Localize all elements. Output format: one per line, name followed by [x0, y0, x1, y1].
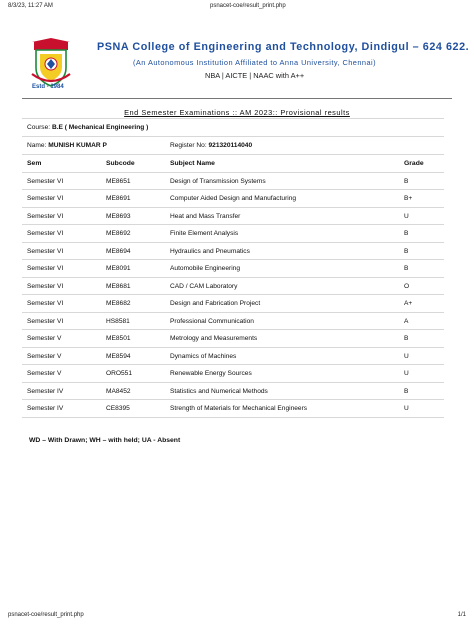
- cell-subcode: ME8501: [106, 335, 131, 342]
- cell-subcode: ORO551: [106, 370, 133, 377]
- cell-subcode: MA8452: [106, 387, 131, 395]
- cell-grade: U: [404, 212, 409, 220]
- cell-subcode: ME8693: [106, 212, 131, 220]
- table-row: [22, 207, 444, 225]
- table-row: [22, 189, 444, 207]
- cell-sem: Semester IV: [27, 405, 64, 412]
- col-header-subject: Subject Name: [170, 160, 215, 167]
- affiliation-text: (An Autonomous Institution Affiliated to Anna University, Chennai): [133, 58, 377, 67]
- header-divider: [22, 98, 452, 99]
- college-name: PSNA College of Engineering and Technology, Dindigul – 624 622.: [97, 41, 470, 53]
- footer-url: psnacet-coe/result_print.php: [8, 612, 84, 618]
- print-header: [8, 3, 466, 13]
- table-row: [22, 399, 444, 417]
- student-name: MUNISH KUMAR P: [48, 142, 107, 149]
- cell-sem: Semester IV: [27, 387, 64, 395]
- cell-sem: Semester V: [27, 335, 62, 342]
- cell-grade: B: [404, 230, 409, 237]
- cell-subcode: CE8395: [106, 405, 130, 412]
- table-row: [22, 382, 444, 400]
- cell-grade: B: [404, 177, 409, 185]
- cell-grade: B: [404, 335, 409, 342]
- cell-subject: Finite Element Analysis: [170, 230, 239, 237]
- result-rows: [22, 172, 444, 417]
- register-label: Register No:: [170, 142, 207, 149]
- print-footer: [8, 612, 466, 622]
- table-row: [22, 364, 444, 382]
- accreditation-text: NBA | AICTE | NAAC with A++: [205, 71, 305, 80]
- cell-sem: Semester VI: [27, 212, 64, 220]
- cell-grade: B+: [404, 195, 413, 202]
- col-header-sem: Sem: [27, 160, 42, 167]
- cell-sem: Semester VI: [27, 265, 64, 272]
- cell-subject: Design of Transmission Systems: [170, 177, 266, 185]
- cell-subcode: ME8692: [106, 230, 131, 237]
- cell-grade: U: [404, 405, 409, 412]
- print-timestamp: 8/3/23, 11:27 AM: [8, 3, 53, 9]
- cell-grade: B: [404, 247, 409, 255]
- student-name-field: [27, 137, 107, 155]
- cell-grade: A+: [404, 300, 413, 307]
- cell-sem: Semester VI: [27, 300, 64, 307]
- student-row: [22, 136, 444, 154]
- cell-subject: Automobile Engineering: [170, 265, 241, 272]
- table-header: [22, 154, 444, 172]
- exam-title-text: End Semester Examinations :: AM 2023:: Provisional results: [124, 108, 350, 117]
- cell-grade: B: [404, 387, 409, 395]
- cell-subcode: HS8581: [106, 317, 130, 325]
- table-row: [22, 312, 444, 330]
- cell-subject: CAD / CAM Laboratory: [170, 282, 238, 290]
- cell-sem: Semester VI: [27, 177, 64, 185]
- cell-sem: Semester VI: [27, 247, 64, 255]
- cell-grade: A: [404, 317, 409, 325]
- cell-subcode: ME8694: [106, 247, 131, 255]
- cell-subject: Dynamics of Machines: [170, 352, 237, 360]
- table-row: [22, 347, 444, 365]
- course-row: [22, 118, 444, 136]
- register-no: 921320114040: [208, 142, 253, 149]
- col-header-subcode: Subcode: [106, 160, 135, 167]
- cell-subject: Professional Communication: [170, 317, 254, 325]
- table-row: [22, 224, 444, 242]
- table-row: [22, 172, 444, 190]
- cell-subject: Statistics and Numerical Methods: [170, 387, 268, 395]
- cell-subcode: ME8682: [106, 300, 131, 307]
- course-label: Course:: [27, 124, 51, 131]
- cell-sem: Semester VI: [27, 317, 64, 325]
- cell-subcode: ME8691: [106, 195, 131, 202]
- cell-grade: O: [404, 282, 410, 290]
- cell-subject: Strength of Materials for Mechanical Engineers: [170, 405, 308, 412]
- col-header-grade: Grade: [404, 160, 424, 167]
- cell-subject: Heat and Mass Transfer: [170, 212, 241, 220]
- cell-subject: Renewable Energy Sources: [170, 370, 252, 377]
- table-row: [22, 294, 444, 312]
- course-value: B.E ( Mechanical Engineering ): [51, 124, 149, 131]
- cell-grade: U: [404, 370, 409, 377]
- cell-sem: Semester VI: [27, 195, 64, 202]
- grade-legend: WD – With Drawn; WH – with held; UA - Absent: [29, 437, 181, 444]
- cell-subcode: ME8651: [106, 177, 131, 185]
- cell-sem: Semester V: [27, 352, 62, 360]
- cell-sem: Semester VI: [27, 282, 64, 290]
- cell-grade: U: [404, 352, 409, 360]
- estd-label: Estd - 1984: [32, 84, 64, 90]
- exam-title: [0, 108, 474, 117]
- cell-subject: Metrology and Measurements: [170, 335, 258, 342]
- table-row: [22, 329, 444, 347]
- course-field: [27, 119, 148, 137]
- cell-grade: B: [404, 265, 409, 272]
- page-number: 1/1: [457, 612, 466, 618]
- cell-sem: Semester V: [27, 370, 62, 377]
- cell-sem: Semester VI: [27, 230, 64, 237]
- table-row: [22, 259, 444, 277]
- cell-subject: Hydraulics and Pneumatics: [170, 247, 250, 255]
- register-no-field: [170, 137, 252, 155]
- results-table: [22, 118, 444, 418]
- table-row: [22, 242, 444, 260]
- cell-subject: Computer Aided Design and Manufacturing: [170, 195, 297, 202]
- cell-subcode: ME8681: [106, 282, 131, 290]
- cell-subcode: ME8091: [106, 265, 131, 272]
- table-row: [22, 277, 444, 295]
- print-url: psnacet-coe/result_print.php: [210, 3, 286, 9]
- name-label: Name:: [27, 142, 47, 149]
- cell-subcode: ME8594: [106, 352, 131, 360]
- cell-subject: Design and Fabrication Project: [170, 300, 261, 307]
